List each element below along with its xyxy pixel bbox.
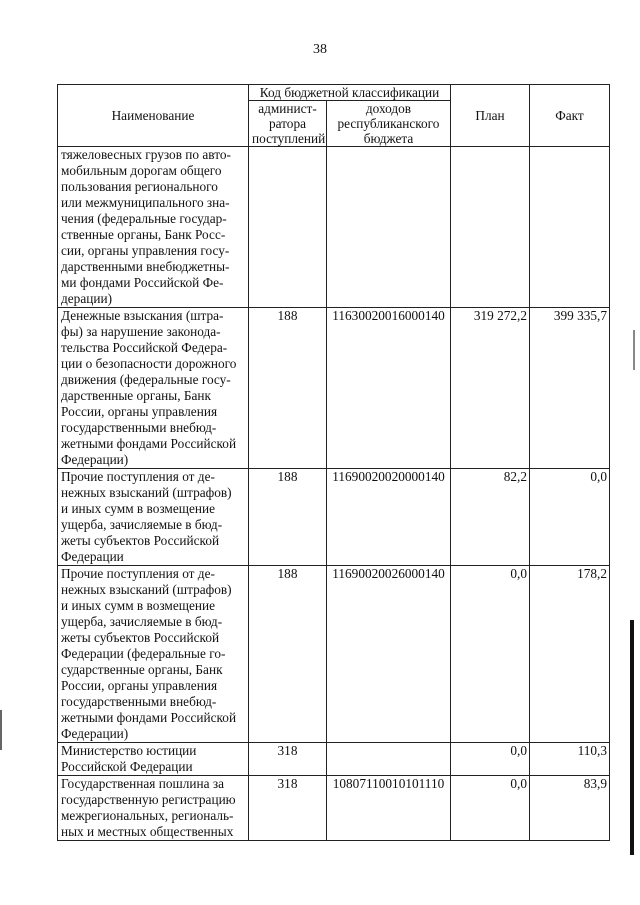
table-row	[58, 776, 610, 841]
row-revenue-code: 11690020020000140	[327, 469, 451, 566]
row-revenue-code: 11690020026000140	[327, 566, 451, 743]
page-number: 38	[313, 42, 327, 57]
row-admin-code	[249, 147, 327, 308]
row-revenue-code	[327, 147, 451, 308]
row-admin-code: 188	[249, 308, 327, 469]
row-plan: 0,0	[451, 776, 530, 841]
row-name: Государственная пошлина за государственную регистрацию межрегиональных, региональ- ных и местных общественных	[58, 776, 249, 841]
row-revenue-code: 11630020016000140	[327, 308, 451, 469]
row-admin-code: 318	[249, 776, 327, 841]
row-plan: 0,0	[451, 743, 530, 776]
header-admin: админист- ратора поступлений	[249, 101, 327, 147]
table-row	[58, 743, 610, 776]
row-plan: 0,0	[451, 566, 530, 743]
row-admin-code: 318	[249, 743, 327, 776]
row-name: Прочие поступления от де- нежных взысканий (штрафов) и иных сумм в возмещение ущерба, зачисляемые в бюд- жеты субъектов Российской Федерации (федеральные го- сударственные органы, Банк России, органы управления государственными внебюд- жетными фондами Российской Федерации)	[58, 566, 249, 743]
row-revenue-code: 10807110010101110	[327, 776, 451, 841]
header-name: Наименование	[58, 85, 249, 147]
table-row	[58, 147, 610, 308]
row-admin-code: 188	[249, 566, 327, 743]
table-row	[58, 469, 610, 566]
header-plan: План	[451, 85, 530, 147]
budget-table	[57, 84, 610, 841]
row-admin-code: 188	[249, 469, 327, 566]
row-name: Денежные взыскания (штра- фы) за нарушение законода- тельства Российской Федера- ции о безопасности дорожного движения (федеральные госу- дарственные органы, Банк России, органы управления государственными внебюд- жетными фондами Российской Федерации)	[58, 308, 249, 469]
row-fact	[530, 147, 610, 308]
row-fact: 178,2	[530, 566, 610, 743]
table-row	[58, 308, 610, 469]
row-fact: 83,9	[530, 776, 610, 841]
row-name: тяжеловесных грузов по авто- мобильным дорогам общего пользования регионального или межмуниципального зна- чения (федеральные государ- ственные органы, Банк Росс- сии, органы управления госу- дарственными внебюджетны- ми фондами Российской Фе- дерации)	[58, 147, 249, 308]
row-fact: 110,3	[530, 743, 610, 776]
header-fact: Факт	[530, 85, 610, 147]
row-fact: 399 335,7	[530, 308, 610, 469]
header-revenue-code: доходов республиканского бюджета	[327, 101, 451, 147]
row-name: Прочие поступления от де- нежных взысканий (штрафов) и иных сумм в возмещение ущерба, зачисляемые в бюд- жеты субъектов Российской Федерации	[58, 469, 249, 566]
scan-edge-mark	[0, 710, 2, 750]
scan-edge-mark	[633, 330, 635, 370]
row-plan: 82,2	[451, 469, 530, 566]
header-budget-code-group: Код бюджетной классификации	[249, 85, 451, 101]
row-plan: 319 272,2	[451, 308, 530, 469]
row-revenue-code	[327, 743, 451, 776]
scan-edge-mark	[630, 620, 634, 855]
row-name: Министерство юстиции Российской Федерации	[58, 743, 249, 776]
table-row	[58, 566, 610, 743]
row-fact: 0,0	[530, 469, 610, 566]
row-plan	[451, 147, 530, 308]
